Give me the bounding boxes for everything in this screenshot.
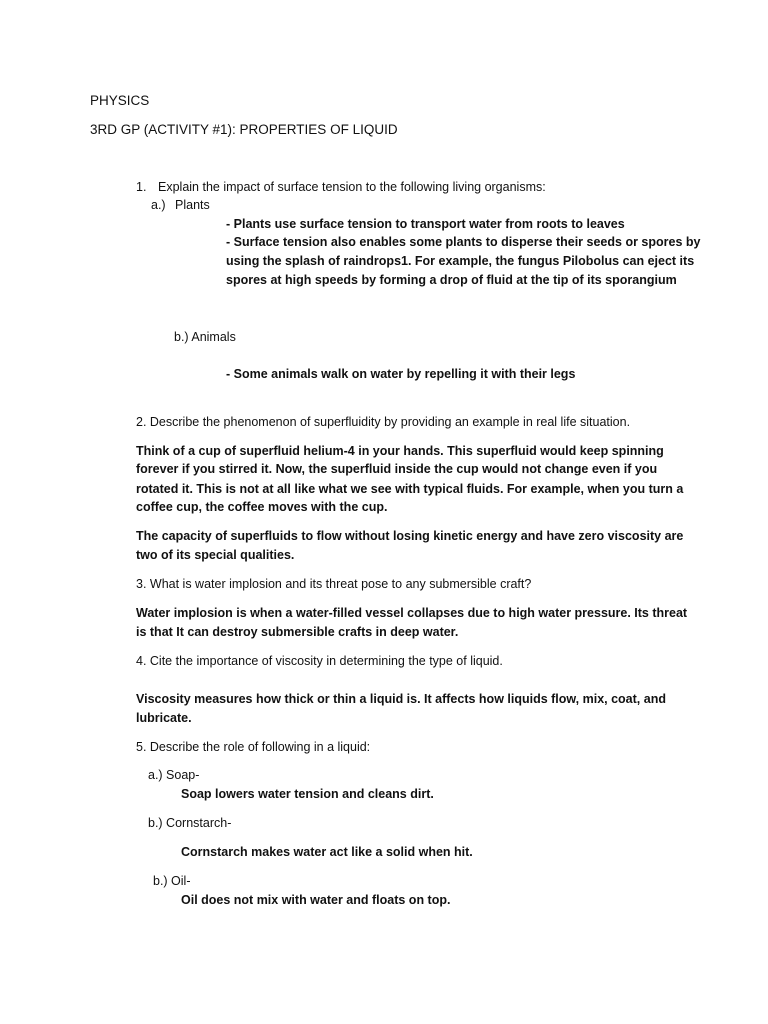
q4-answer-line: Viscosity measures how thick or thin a liquid is. It affects how liquids flow, mix, coat, and: [136, 692, 666, 706]
q1-animals-label: b.) Animals: [174, 330, 236, 344]
q3-answer-line: is that It can destroy submersible crafts in deep water.: [136, 625, 459, 639]
q1-number: 1.: [136, 180, 147, 194]
q1-plants-label: Plants: [175, 198, 210, 212]
q5-oil-label: b.) Oil-: [153, 874, 191, 888]
q2-answer-line: coffee cup, the coffee moves with the cup.: [136, 500, 388, 514]
q1-plants-answer-line: - Plants use surface tension to transport water from roots to leaves: [226, 217, 625, 231]
q2-question: 2. Describe the phenomenon of superfluidity by providing an example in real life situation.: [136, 415, 631, 429]
q2-answer-line: two of its special qualities.: [136, 548, 295, 562]
q5-question: 5. Describe the role of following in a liquid:: [136, 740, 371, 754]
q1-plants-answer-line: spores at high speeds by forming a drop of fluid at the tip of its sporangium: [226, 273, 677, 287]
q1-question: Explain the impact of surface tension to the following living organisms:: [158, 180, 546, 194]
q5-cornstarch-label: b.) Cornstarch-: [148, 816, 232, 830]
subject-heading: PHYSICS: [90, 93, 150, 108]
q3-answer-line: Water implosion is when a water-filled vessel collapses due to high water pressure. Its threat: [136, 606, 688, 620]
q5-soap-label: a.) Soap-: [148, 768, 200, 782]
q5-soap-answer: Soap lowers water tension and cleans dirt.: [181, 787, 434, 801]
q2-answer-line: Think of a cup of superfluid helium-4 in your hands. This superfluid would keep spinning: [136, 444, 664, 458]
q1-plants-answer-line: - Surface tension also enables some plants to disperse their seeds or spores by: [226, 235, 701, 249]
q4-answer-line: lubricate.: [136, 711, 192, 725]
q1-plants-marker: a.): [151, 198, 166, 212]
q3-question: 3. What is water implosion and its threat pose to any submersible craft?: [136, 577, 532, 591]
q1-animals-answer: - Some animals walk on water by repelling it with their legs: [226, 367, 576, 381]
q5-oil-answer: Oil does not mix with water and floats on top.: [181, 893, 451, 907]
q2-answer-line: rotated it. This is not at all like what we see with typical fluids. For example, when you turn a: [136, 482, 684, 496]
q1-plants-answer-line: using the splash of raindrops1. For example, the fungus Pilobolus can eject its: [226, 254, 695, 268]
q2-answer-line: The capacity of superfluids to flow without losing kinetic energy and have zero viscosity are: [136, 529, 684, 543]
q5-cornstarch-answer: Cornstarch makes water act like a solid when hit.: [181, 845, 473, 859]
q4-question: 4. Cite the importance of viscosity in determining the type of liquid.: [136, 654, 503, 668]
q2-answer-line: forever if you stirred it. Now, the superfluid inside the cup would not change even if you: [136, 462, 658, 476]
activity-title: 3RD GP (ACTIVITY #1): PROPERTIES OF LIQUID: [90, 122, 398, 137]
